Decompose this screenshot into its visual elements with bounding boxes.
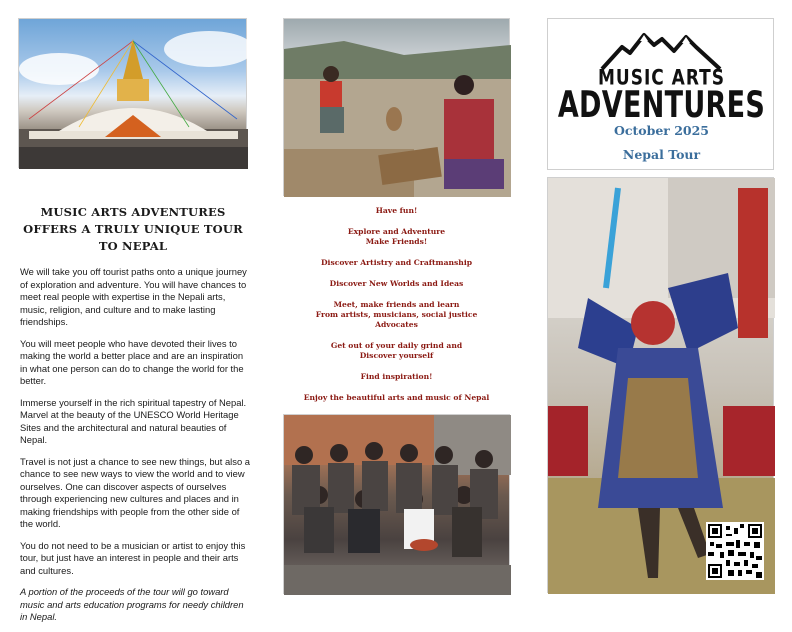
tour-heading-line: TO NEPAL <box>98 239 168 253</box>
highlight-line: Explore and Adventure <box>347 227 446 236</box>
paragraph: You will meet people who have devoted their lives to making the world a better place and are an inspiration in what one person can do to change the world for the better. <box>20 337 244 387</box>
highlight-line: Get out of your daily grind and <box>330 341 463 350</box>
highlight-item <box>283 393 510 403</box>
highlight-line: Advocates <box>375 320 418 329</box>
stupa-illustration <box>19 19 248 169</box>
brand-panel <box>547 18 774 170</box>
highlight-line: Make Friends! <box>365 237 428 246</box>
highlight-line: Have fun! <box>375 206 418 215</box>
highlight-item <box>283 227 510 247</box>
highlight-line: Discover New Worlds and Ideas <box>329 279 464 288</box>
highlight-item <box>283 206 510 216</box>
highlight-item <box>283 258 510 268</box>
tour-heading-line: MUSIC ARTS ADVENTURES <box>40 205 226 219</box>
highlight-line: Enjoy the beautiful arts and music of Nepal <box>303 393 490 402</box>
brand-name-line2: ADVENTURES <box>557 84 766 127</box>
musicians-group-photo <box>283 414 510 594</box>
highlight-item <box>283 372 510 382</box>
highlight-line: Meet, make friends and learn <box>333 300 460 309</box>
tour-date: October 2025 <box>613 123 710 138</box>
tour-heading <box>20 204 246 255</box>
proceeds-note: A portion of the proceeds of the tour will go toward music and arts education programs for needy children in Nepal. <box>20 586 244 623</box>
artisans-illustration <box>284 19 511 197</box>
qr-code-icon[interactable] <box>706 522 764 580</box>
highlight-line: Discover yourself <box>359 351 434 360</box>
highlight-item <box>283 300 510 330</box>
highlight-line: Discover Artistry and Craftmanship <box>320 258 473 267</box>
tour-description <box>20 266 250 632</box>
highlights-list <box>283 206 510 414</box>
highlight-line: Find inspiration! <box>360 372 433 381</box>
tour-name: Nepal Tour <box>622 147 701 162</box>
tour-heading-line: OFFERS A TRULY UNIQUE TOUR <box>23 222 243 236</box>
paragraph: You do not need to be a musician or artist to enjoy this tour, but just have an interest in people and their arts and cultures. <box>20 539 246 576</box>
paragraph: Immerse yourself in the rich spiritual tapestry of Nepal. Marvel at the beauty of the UNESCO World Heritage Sites and the architectural and natural beauties of Nepal. <box>20 396 247 446</box>
paragraph: Travel is not just a chance to see new things, but also a chance to see new ways to view the world and to view ourselves. One can discover aspects of ourselves through experiencing new cultures and places and in making friendships with people from the other side of the world. <box>20 455 250 530</box>
artisans-photo <box>283 18 510 196</box>
stupa-photo <box>18 18 247 168</box>
qr-code-pattern <box>708 524 762 578</box>
brand-name-line1: MUSIC ARTS <box>597 65 725 91</box>
highlight-line: From artists, musicians, social justice <box>315 310 478 319</box>
highlight-item <box>283 279 510 289</box>
paragraph: We will take you off tourist paths onto a unique journey of exploration and adventure. You will have chances to meet real people with expertise in the Nepali arts, music, religion, and culture and to make lasting friendships. <box>20 266 247 328</box>
highlight-item <box>283 341 510 361</box>
musicians-illustration <box>284 415 511 595</box>
